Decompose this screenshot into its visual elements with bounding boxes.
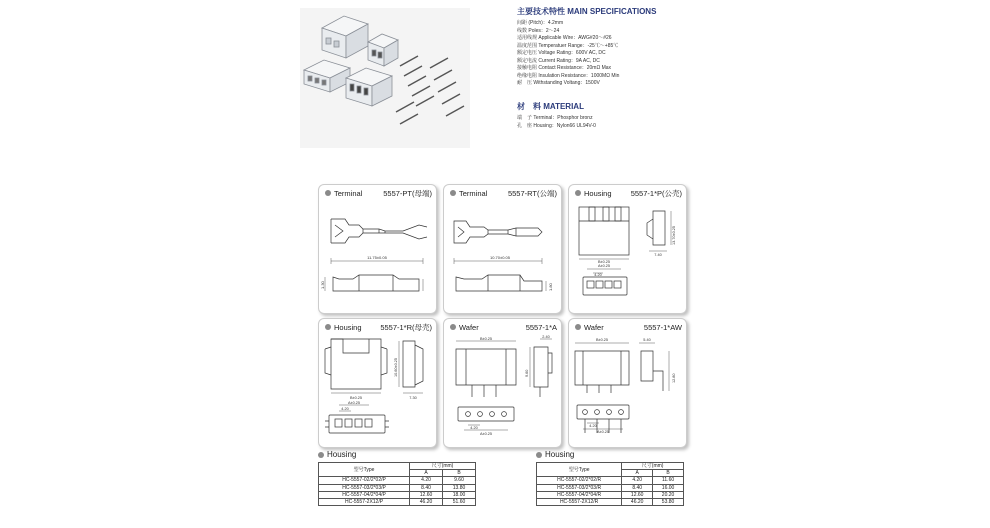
dim-b: B±0.25 — [595, 338, 609, 342]
wafer-aw-drawing — [569, 333, 686, 445]
panel-housing-p — [568, 184, 687, 314]
panel-model: 5557-RT(公端) — [507, 188, 557, 198]
spec-voltage: 额定电压 Voltage Rating：600V AC, DC — [517, 50, 606, 56]
terminal-rt-drawing — [444, 199, 561, 311]
housing-image-4 — [346, 68, 392, 106]
wafer-a-drawing — [444, 333, 561, 445]
bullet-icon — [450, 190, 456, 196]
panel-housing-r — [318, 318, 437, 448]
panel-wafer-a — [443, 318, 562, 448]
panel-terminal-rt — [443, 184, 562, 314]
header-a: A — [410, 470, 443, 477]
header-size: 尺寸(mm) — [622, 463, 684, 470]
spec-wire: 适用线规 Applicable Wire：AWG#20～#26 — [517, 35, 612, 41]
header-b: B — [443, 470, 476, 477]
dim-height: 13.70±0.25 — [672, 226, 676, 245]
table-row: HC-5557-02/2*02/P 4.20 9.60 — [319, 477, 476, 484]
panel-name: Terminal — [334, 188, 363, 198]
spec-list — [517, 20, 619, 88]
bullet-icon — [325, 190, 331, 196]
bullet-icon — [325, 324, 331, 330]
bullet-icon — [575, 190, 581, 196]
dim-length: 11.75±0.05 — [367, 255, 387, 260]
dim-a: A±0.25 — [479, 432, 493, 436]
table-row: HC-5557-2X12/R 46.20 53.80 — [537, 498, 684, 505]
housing-r-drawing — [319, 333, 436, 445]
dim-length: 10.70±0.05 — [490, 255, 510, 260]
panel-model: 5557-1*P(公壳) — [630, 188, 682, 198]
dim-height: 9.60 — [525, 369, 529, 377]
panel-model: 5557-PT(母端) — [383, 188, 432, 198]
spec-poles: 线数 Poles：2～24 — [517, 27, 560, 34]
dim-depth: 7.30 — [409, 396, 417, 400]
spec-insulation-resistance: 绝缘电阻 Insulation Resistance：1000MΩ Min — [517, 72, 620, 79]
panel-name: Housing — [334, 322, 362, 332]
bullet-icon — [318, 452, 324, 458]
table-row: HC-5557-02/2*02/R 4.20 11.60 — [537, 477, 684, 484]
header-type: 型号Type — [537, 463, 622, 477]
table-row: HC-5557-03/2*03/P 8.40 13.80 — [319, 484, 476, 491]
material-list — [517, 115, 596, 130]
spec-contact-resistance: 接触电阻 Contact Resistance：20mΩ Max — [517, 65, 612, 71]
dim-b: B±0.25 — [349, 396, 363, 400]
material-housing: 孔 座 Housing：Nylon66 UL94V-0 — [517, 122, 596, 129]
spec-pitch: 间距 (Pitch)：4.2mm — [517, 20, 564, 26]
dim-b: B±0.25 — [597, 260, 611, 264]
bullet-icon — [575, 324, 581, 330]
dim-height: 10.60±0.25 — [394, 358, 398, 377]
dim-pitch: 4.20 — [594, 273, 602, 277]
terminal-pins-image — [396, 56, 464, 124]
panel-wafer-aw — [568, 318, 687, 448]
panel-model: 5557-1*A — [525, 322, 557, 332]
housing-r-table — [536, 462, 684, 506]
spec-temperature: 温度范围 Temperatuer Range：-25℃～+85℃ — [517, 42, 619, 49]
panel-name: Wafer — [459, 322, 479, 332]
dim-depth: 2.40 — [542, 335, 550, 339]
header-a: A — [622, 470, 653, 477]
dim-pitch: 4.20 — [470, 426, 478, 430]
table-title-r: Housing — [536, 450, 574, 459]
table-row: HC-5557-04/2*04/R 12.60 20.20 — [537, 491, 684, 498]
terminal-pt-drawing — [319, 199, 436, 311]
header-size: 尺寸(mm) — [410, 463, 476, 470]
main-specifications-heading: 主要技术特性 MAIN SPECIFICATIONS — [517, 7, 657, 16]
table-row: HC-5557-04/2*04/P 12.60 18.00 — [319, 491, 476, 498]
dim-b: B±0.25 — [479, 337, 493, 341]
spec-withstanding-voltage: 耐 压 Withstanding Voltang：1500V — [517, 80, 600, 86]
dim-a: A±0.25 — [347, 401, 361, 405]
panel-model: 5557-1*R(母壳) — [380, 322, 432, 332]
dim-pitch: 4.20 — [341, 407, 349, 411]
housing-image-3 — [304, 60, 350, 92]
housing-p-drawing — [569, 199, 686, 311]
panel-name: Housing — [584, 188, 612, 198]
dim-depth: 7.40 — [654, 253, 662, 257]
panel-name: Wafer — [584, 322, 604, 332]
bullet-icon — [536, 452, 542, 458]
dim-pitch: 4.20 — [589, 424, 597, 428]
table-row: HC-5557-03/2*03/R 8.40 16.00 — [537, 484, 684, 491]
material-terminal: 端 子 Terminal：Phosphor bronz — [517, 115, 593, 121]
header-type: 型号Type — [319, 463, 410, 477]
bullet-icon — [450, 324, 456, 330]
dim-height: 1.30 — [320, 281, 325, 289]
housing-image-1 — [322, 16, 368, 58]
panel-terminal-pt — [318, 184, 437, 314]
panel-model: 5557-1*AW — [643, 322, 682, 332]
table-row: HC-5557-2X12/P 46.20 51.60 — [319, 498, 476, 505]
header-b: B — [653, 470, 684, 477]
housing-image-2 — [368, 34, 398, 66]
spec-current: 额定电流 Current Rating：9A AC, DC — [517, 57, 600, 64]
housing-p-table — [318, 462, 476, 506]
dim-a: A±0.25 — [596, 430, 610, 434]
dim-a: A±0.25 — [597, 264, 611, 268]
product-photo — [300, 8, 470, 148]
dim-height: 1.80 — [548, 283, 553, 291]
material-heading: 材 料 MATERIAL — [517, 102, 584, 111]
panel-name: Terminal — [459, 188, 488, 198]
dim-height: 12.80 — [672, 373, 676, 383]
dim-depth: 5.40 — [643, 338, 651, 342]
table-title-p: Housing — [318, 450, 356, 459]
